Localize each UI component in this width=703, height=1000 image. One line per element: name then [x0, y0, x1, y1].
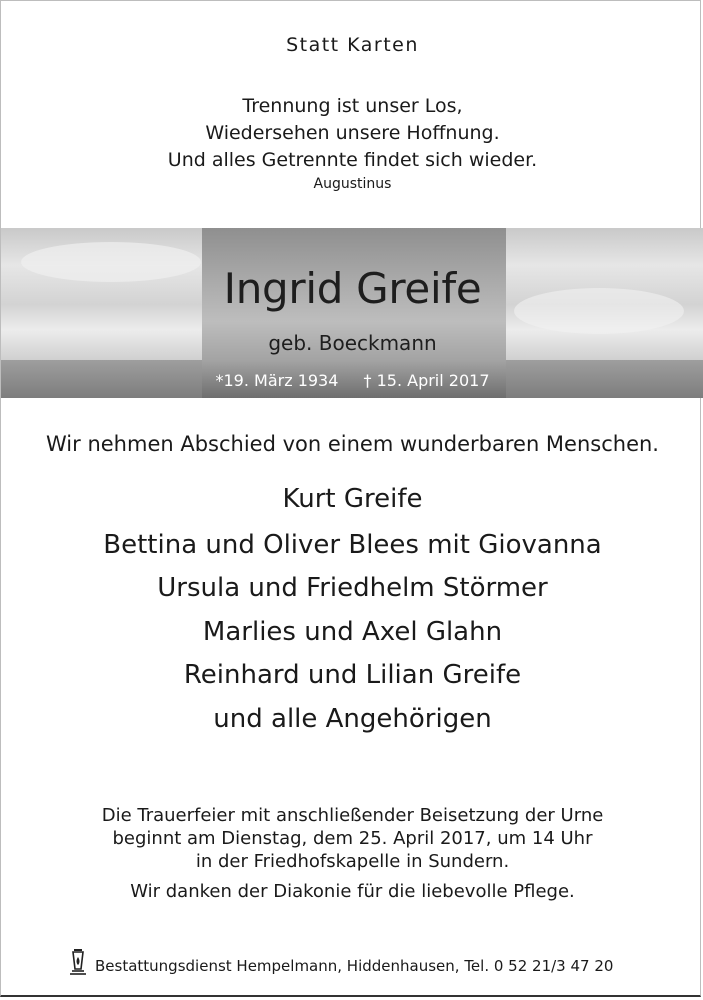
quote-line-3: Und alles Getrennte findet sich wieder. — [167, 149, 538, 171]
family-member: Bettina und Oliver Blees mit Giovanna — [103, 530, 602, 560]
family-member: Ursula und Friedhelm Störmer — [157, 573, 548, 603]
birth-name: geb. Boeckmann — [268, 331, 437, 355]
quote-line-2: Wiedersehen unsere Hoffnung. — [205, 122, 500, 144]
lantern-icon — [67, 947, 89, 977]
quote-line-1: Trennung ist unser Los, — [242, 95, 463, 117]
quote-author: Augustinus — [313, 176, 392, 192]
life-dates — [1, 371, 703, 390]
header-title: Statt Karten — [286, 34, 419, 56]
family-member: und alle Angehörigen — [213, 704, 492, 734]
footer-text: Bestattungsdienst Hempelmann, Hiddenhausen, Tel. 0 52 21/3 47 20 — [95, 957, 614, 975]
funeral-info-line: Die Trauerfeier mit anschließender Beisetzung der Urne — [101, 805, 604, 826]
family-member: Marlies und Axel Glahn — [202, 617, 503, 647]
death-date: † 15. April 2017 — [363, 371, 490, 390]
thanks-line: Wir danken der Diakonie für die liebevolle Pflege. — [130, 881, 575, 902]
birth-date: *19. März 1934 — [215, 371, 339, 390]
funeral-info-line: in der Friedhofskapelle in Sundern. — [195, 851, 510, 872]
farewell-text: Wir nehmen Abschied von einem wunderbaren Menschen. — [46, 432, 659, 456]
funeral-home-footer — [67, 947, 667, 977]
family-member: Reinhard und Lilian Greife — [183, 660, 522, 690]
deceased-name: Ingrid Greife — [223, 264, 482, 313]
funeral-info-line: beginnt am Dienstag, dem 25. April 2017, um 14 Uhr — [112, 828, 593, 849]
family-member: Kurt Greife — [282, 484, 423, 514]
